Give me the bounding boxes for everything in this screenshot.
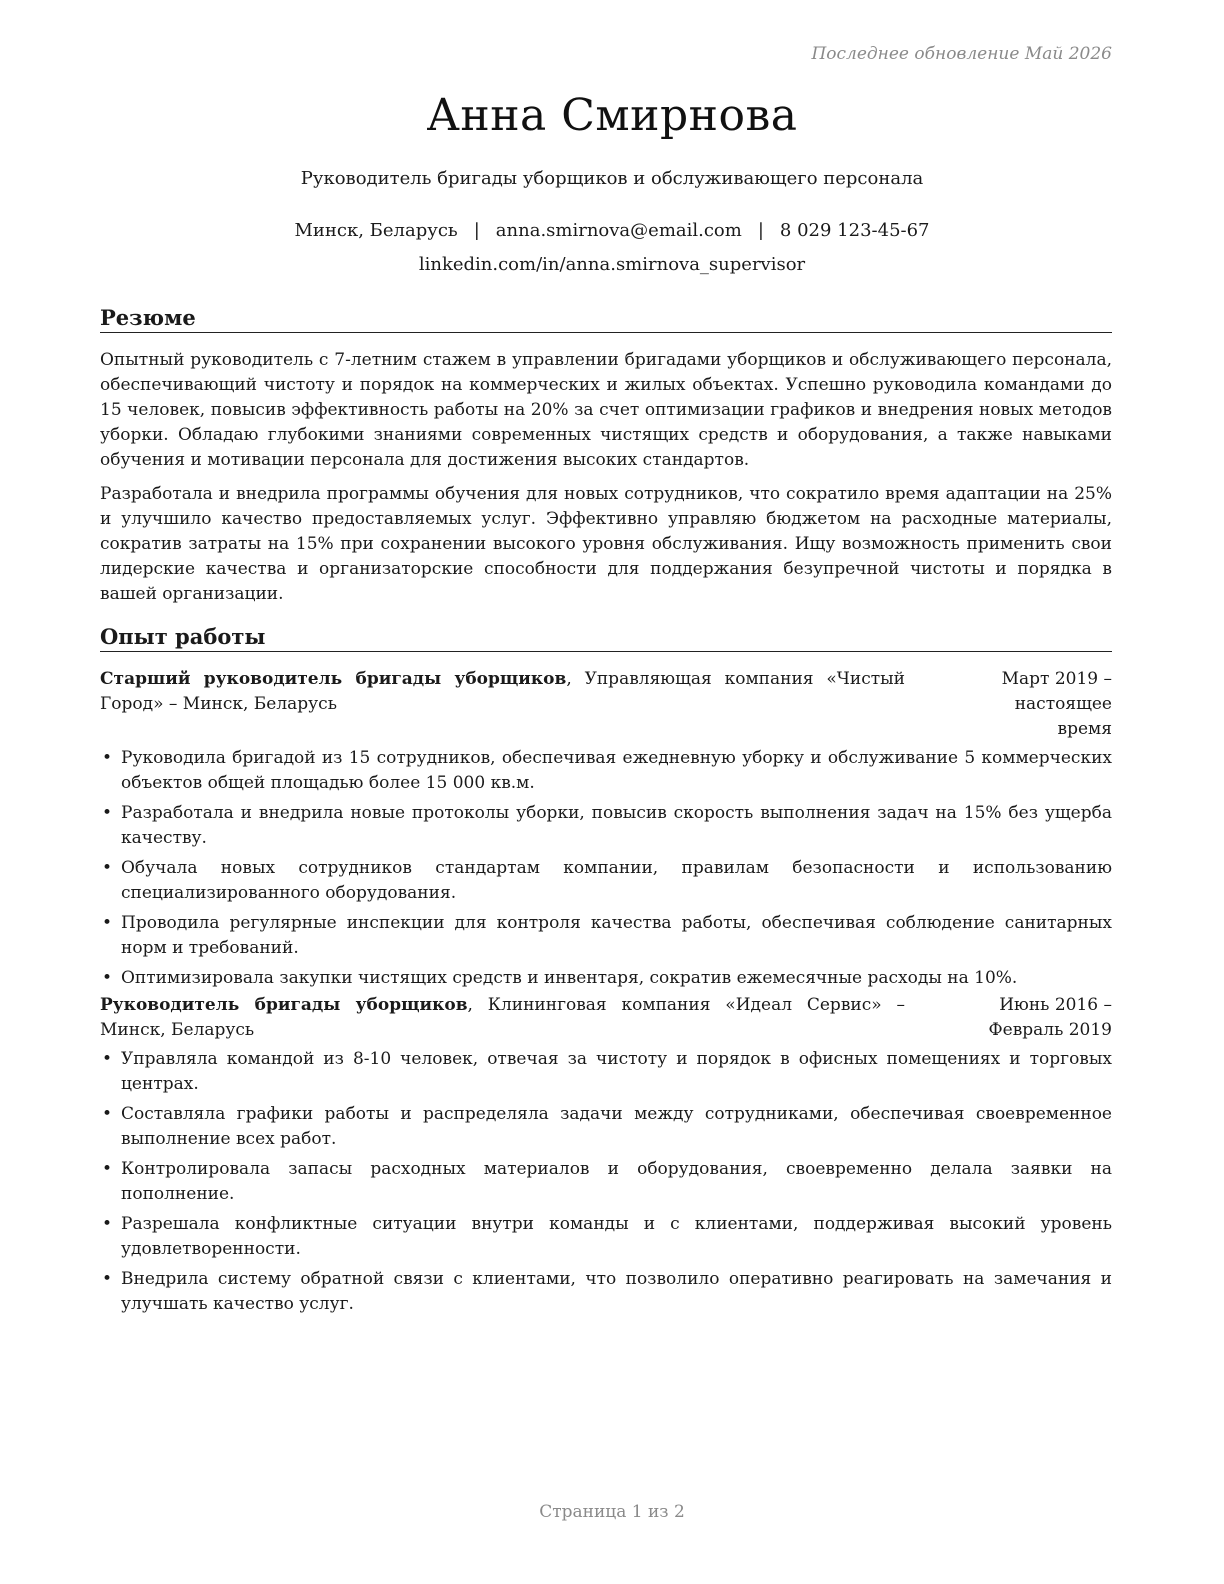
- job-role: Старший руководитель бригады уборщиков: [100, 669, 567, 689]
- bullet-icon: •: [102, 748, 113, 768]
- summary-paragraph: Разработала и внедрила программы обучения для новых сотрудников, что сократило время адаптации на 25% и улучшило качество предоставляемых услуг. Эффективно управляю бюджетом на расходные материалы, сократив затраты на 15% при сохранении высокого уровня обслуживания. Ищу возможность применить свои лидерские качества и организаторские способности для поддержания безупречной чистоты и порядка в вашей организации.: [100, 484, 1112, 604]
- job-company: , Клининговая компания «Идеал Сервис» – Минск, Беларусь: [100, 995, 906, 1040]
- bullet-icon: •: [102, 1269, 113, 1289]
- list-item: [100, 801, 1112, 851]
- job-header: [100, 667, 1112, 742]
- location: Минск, Беларусь: [294, 220, 458, 241]
- bullet-text: Разрешала конфликтные ситуации внутри команды и с клиентами, поддерживая высокий уровень удовлетворенности.: [121, 1214, 1112, 1259]
- list-item: [100, 1102, 1112, 1152]
- bullet-text: Контролировала запасы расходных материалов и оборудования, своевременно делала заявки на пополнение.: [121, 1159, 1112, 1204]
- job-title-line: [100, 667, 905, 717]
- list-item: [100, 1047, 1112, 1097]
- list-item: [100, 856, 1112, 906]
- bullet-icon: •: [102, 1049, 113, 1069]
- bullet-icon: •: [102, 803, 113, 823]
- candidate-subtitle: Руководитель бригады уборщиков и обслуживающего персонала: [300, 168, 924, 189]
- job-title-line: [100, 993, 905, 1043]
- bullet-text: Оптимизировала закупки чистящих средств и инвентаря, сократив ежемесячные расходы на 10%.: [121, 968, 1018, 988]
- list-item: [100, 746, 1112, 796]
- list-item: [100, 966, 1112, 991]
- job-header: [100, 993, 1112, 1043]
- bullet-icon: •: [102, 858, 113, 878]
- bullet-text: Руководила бригадой из 15 сотрудников, обеспечивая ежедневную уборку и обслуживание 5 коммерческих объектов общей площадью более 15 000 кв.м.: [121, 748, 1112, 793]
- bullet-icon: •: [102, 968, 113, 988]
- bullet-text: Обучала новых сотрудников стандартам компании, правилам безопасности и использованию специализированного оборудования.: [121, 858, 1112, 903]
- bullet-text: Разработала и внедрила новые протоколы уборки, повысив скорость выполнения задач на 15% без ущерба качеству.: [121, 803, 1112, 848]
- list-item: [100, 911, 1112, 961]
- bullet-icon: •: [102, 1104, 113, 1124]
- job-company: , Управляющая компания «Чистый Город» – Минск, Беларусь: [100, 669, 906, 714]
- list-item: [100, 1267, 1112, 1317]
- job-bullets: [100, 1047, 1112, 1317]
- job-role: Руководитель бригады уборщиков: [100, 995, 468, 1015]
- summary-text: [100, 348, 1112, 616]
- summary-section-title: Резюме: [100, 304, 1112, 333]
- last-updated: Последнее обновление Май 2026: [811, 44, 1112, 64]
- job-dates: Март 2019 – настоящее время: [1001, 669, 1112, 739]
- contact-line: [0, 218, 1224, 244]
- list-item: [100, 1157, 1112, 1207]
- phone: 8 029 123-45-67: [779, 220, 930, 241]
- job-entry: [100, 667, 1112, 996]
- job-dates: Июнь 2016 – Февраль 2019: [988, 995, 1112, 1040]
- linkedin-link[interactable]: linkedin.com/in/anna.smirnova_supervisor: [418, 254, 806, 275]
- bullet-text: Составляла графики работы и распределяла задачи между сотрудниками, обеспечивая своевременное выполнение всех работ.: [121, 1104, 1112, 1149]
- email-link[interactable]: anna.smirnova@email.com: [495, 220, 742, 241]
- bullet-text: Управляла командой из 8-10 человек, отвечая за чистоту и порядок в офисных помещениях и торговых центрах.: [121, 1049, 1112, 1094]
- bullet-text: Проводила регулярные инспекции для контроля качества работы, обеспечивая соблюдение санитарных норм и требований.: [121, 913, 1112, 958]
- separator: |: [757, 220, 764, 241]
- separator: |: [473, 220, 480, 241]
- experience-section-title: Опыт работы: [100, 623, 1112, 652]
- job-bullets: [100, 746, 1112, 991]
- bullet-icon: •: [102, 1214, 113, 1234]
- list-item: [100, 1212, 1112, 1262]
- candidate-name: Анна Смирнова: [426, 90, 798, 141]
- bullet-icon: •: [102, 913, 113, 933]
- job-entry: [100, 993, 1112, 1322]
- page-number: Страница 1 из 2: [539, 1502, 685, 1522]
- bullet-text: Внедрила систему обратной связи с клиентами, что позволило оперативно реагировать на замечания и улучшать качество услуг.: [121, 1269, 1112, 1314]
- summary-paragraph: Опытный руководитель с 7-летним стажем в управлении бригадами уборщиков и обслуживающего персонала, обеспечивающий чистоту и порядок на коммерческих и жилых объектах. Успешно руководила командами до 15 человек, повысив эффективность работы на 20% за счет оптимизации графиков и внедрения новых методов уборки. Обладаю глубокими знаниями современных чистящих средств и оборудования, а также навыками обучения и мотивации персонала для достижения высоких стандартов.: [100, 350, 1112, 470]
- bullet-icon: •: [102, 1159, 113, 1179]
